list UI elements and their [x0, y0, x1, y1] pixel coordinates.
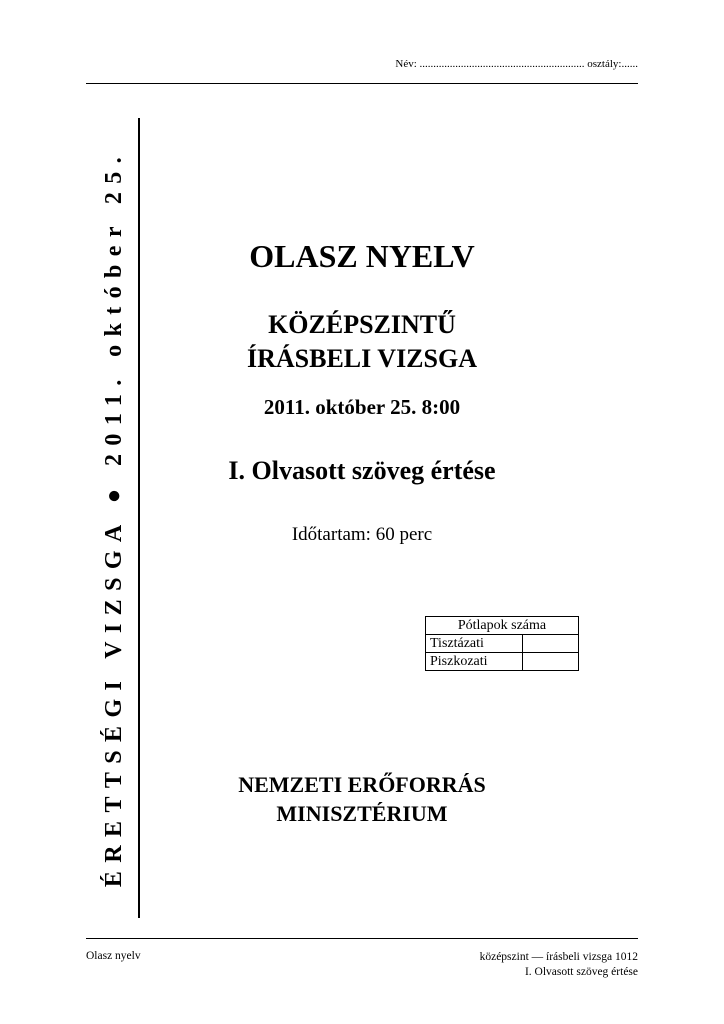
ministry-name [180, 770, 544, 828]
name-class-field: Név: ............................................................ osztály:...... [395, 58, 638, 70]
extra-sheets-header-row [426, 617, 579, 635]
header-divider [86, 83, 638, 84]
side-banner [91, 118, 139, 918]
subject-title: OLASZ NYELV [249, 238, 475, 274]
footer-level: középszint — írásbeli vizsga 1012 [479, 951, 638, 963]
footer-part: I. Olvasott szöveg értése [524, 966, 638, 978]
extra-sheets-row [426, 635, 579, 653]
extra-sheets-table [425, 616, 579, 671]
extra-sheets-header: Pótlapok száma [426, 617, 579, 635]
side-banner-rule [138, 118, 140, 918]
extra-sheets-row [426, 653, 579, 671]
exam-date: 2011. október 25. 8:00 [263, 395, 461, 419]
side-banner-text: ÉRETTSÉGI VIZSGA ● 2011. október 25. [101, 148, 127, 888]
extra-sheets-count-box[interactable] [522, 653, 578, 671]
exam-duration: Időtartam: 60 perc [291, 524, 433, 545]
ministry-line2: MINISZTÉRIUM [276, 801, 448, 826]
ministry-line1: NEMZETI ERŐFORRÁS [238, 772, 486, 797]
footer-info [480, 950, 638, 980]
extra-sheets-count-box[interactable] [522, 635, 578, 653]
extra-sheets-label: Piszkozati [426, 653, 523, 671]
extra-sheets-label: Tisztázati [426, 635, 523, 653]
footer-divider [86, 938, 638, 939]
footer-subject: Olasz nyelv [86, 950, 141, 962]
exam-level-line2: ÍRÁSBELI VIZSGA [246, 344, 477, 373]
exam-level-line1: KÖZÉPSZINTŰ [268, 310, 456, 339]
exam-part: I. Olvasott szöveg értése [228, 456, 496, 485]
exam-level [200, 308, 524, 376]
